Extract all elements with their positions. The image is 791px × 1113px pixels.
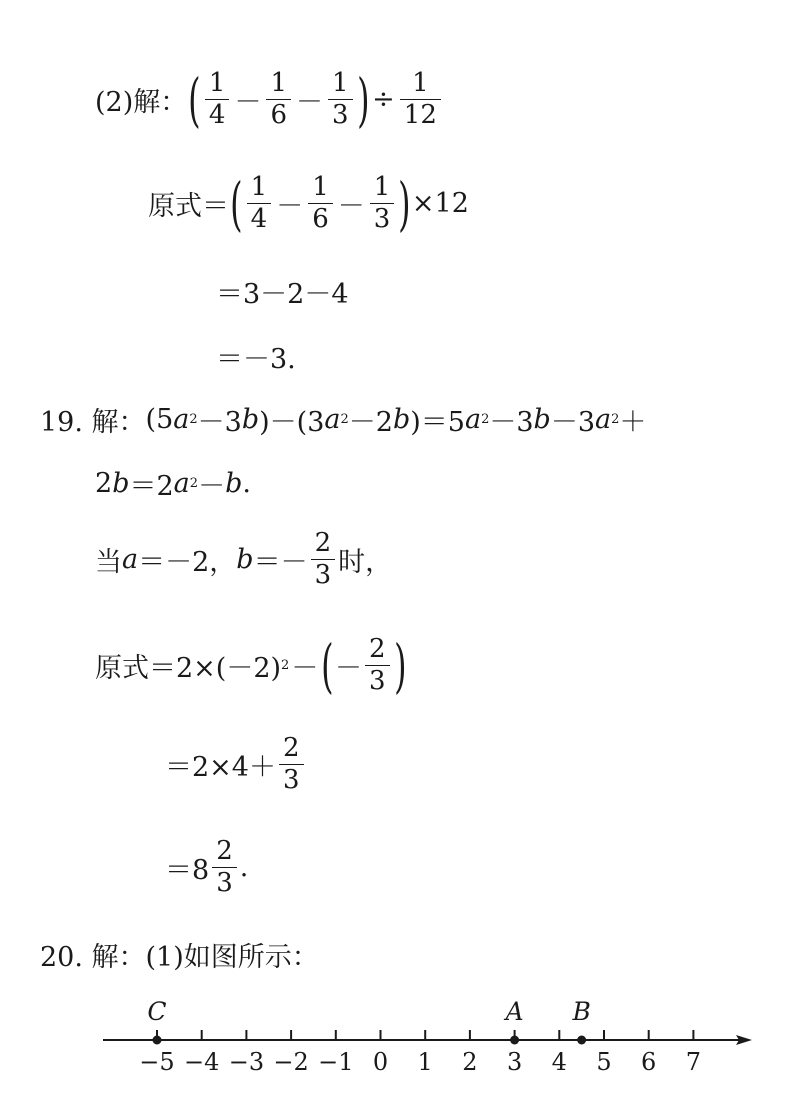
expr-part: ＋ [619, 407, 647, 438]
tick-label: 7 [685, 1048, 702, 1076]
expr-part: ＝－ [253, 547, 308, 579]
var-b: b [241, 404, 260, 435]
tick-label: 6 [641, 1048, 657, 1076]
var-a: a [324, 404, 341, 435]
expr-part: － [198, 471, 226, 502]
var-b: b [112, 468, 130, 499]
fraction-one-sixth: $\frac{1}{6}$ [266, 70, 291, 130]
var-b: b [225, 468, 243, 499]
tick-label: 3 [506, 1048, 523, 1076]
tick-label: 5 [596, 1048, 612, 1076]
exponent: 2 [611, 412, 620, 427]
expr-part: 2 [95, 468, 113, 499]
fraction-one-twelfth: $\frac{1}{12}$ [400, 70, 441, 130]
when-label: 当 [95, 547, 122, 579]
q19-line2 [95, 464, 251, 503]
expr-part: －3 [550, 407, 596, 438]
minus-sign: － [291, 653, 319, 685]
q19-when-line [95, 530, 392, 590]
q20-label: 20. 解：(1)如图所示： [40, 942, 319, 973]
part2-header-line [95, 65, 444, 134]
fraction-two-thirds: $\frac{2}{3}$ [365, 636, 390, 696]
var-a: a [173, 404, 190, 435]
expr-part: ＝8 [165, 855, 210, 887]
number-line [0, 990, 791, 1100]
tick-label: 0 [372, 1048, 389, 1076]
right-paren: ) [356, 65, 370, 134]
negative-sign: － [334, 653, 362, 685]
point-c-dot [153, 1036, 162, 1045]
fraction-one-third: $\frac{1}{3}$ [328, 70, 353, 130]
shi-label: 时， [338, 547, 393, 579]
q19-line1 [40, 400, 646, 439]
var-a: a [595, 404, 612, 435]
point-b-dot [577, 1036, 586, 1045]
exponent: 2 [281, 658, 290, 674]
expr-part: (5 [145, 404, 174, 435]
point-a-dot [510, 1036, 519, 1045]
exponent: 2 [340, 412, 349, 427]
var-a: a [122, 544, 139, 576]
period: . [239, 852, 249, 884]
part2-step1: ＝3－2－4 [216, 279, 349, 310]
expr-part: ＝2×4＋ [165, 752, 276, 784]
tick-label: −1 [318, 1048, 354, 1076]
yuanshi-expr: 原式＝2×(－2) [95, 653, 282, 685]
fraction-one-third: $\frac{1}{3}$ [370, 174, 395, 234]
part2-label: (2)解： [95, 87, 188, 119]
minus-sign: － [295, 87, 323, 119]
minus-sign: － [234, 87, 262, 119]
part2-yuanshi-line [148, 169, 469, 238]
period: . [242, 468, 251, 499]
expr-part: －2 [348, 407, 393, 438]
expr-part: ＝－2， [138, 547, 237, 579]
left-paren: ( [188, 65, 201, 134]
expr-part: )－(3 [259, 407, 325, 438]
yuanshi-label: 原式＝ [148, 191, 229, 223]
point-b-label: B [572, 997, 591, 1026]
var-a: a [464, 404, 482, 435]
exponent: 2 [189, 476, 199, 491]
fraction-two-thirds: $\frac{2}{3}$ [279, 735, 304, 795]
point-c-label: C [147, 997, 167, 1026]
tick-label: −2 [273, 1048, 309, 1076]
exponent: 2 [481, 412, 490, 427]
exponent: 2 [189, 412, 198, 427]
tick-label: −3 [228, 1048, 265, 1076]
part2-step2: ＝－3. [216, 344, 296, 375]
times-twelve: ×12 [411, 188, 469, 220]
minus-sign: － [337, 191, 365, 223]
expr-part: －3 [197, 407, 242, 438]
tick-label: −4 [184, 1048, 220, 1076]
minus-sign: － [276, 191, 304, 223]
fraction-two-thirds: $\frac{2}{3}$ [311, 530, 336, 590]
var-b: b [236, 544, 254, 576]
tick-label: −5 [139, 1048, 175, 1076]
q19-step2 [165, 838, 248, 898]
left-paren: ( [230, 169, 243, 238]
var-b: b [533, 404, 551, 435]
left-paren: ( [321, 631, 334, 700]
divide-sign: ÷ [372, 84, 395, 116]
fraction-one-quarter: $\frac{1}{4}$ [205, 70, 230, 130]
tick-label: 2 [462, 1048, 478, 1076]
var-b: b [392, 404, 411, 435]
q19-yuanshi-line [95, 631, 407, 700]
expr-part: ＝2 [129, 471, 174, 502]
q19-label: 19. 解： [40, 407, 146, 438]
fraction-one-quarter: $\frac{1}{4}$ [247, 174, 272, 234]
tick-label: 4 [551, 1048, 567, 1076]
fraction-one-sixth: $\frac{1}{6}$ [308, 174, 333, 234]
right-paren: ) [393, 631, 407, 700]
tick-label: 1 [417, 1048, 433, 1076]
var-a: a [173, 468, 190, 499]
fraction-two-thirds: $\frac{2}{3}$ [212, 838, 237, 898]
point-a-label: A [505, 997, 524, 1026]
q19-step1 [165, 735, 307, 795]
expr-part: )＝5 [410, 407, 465, 438]
expr-part: －3 [489, 407, 534, 438]
right-paren: ) [398, 169, 411, 238]
